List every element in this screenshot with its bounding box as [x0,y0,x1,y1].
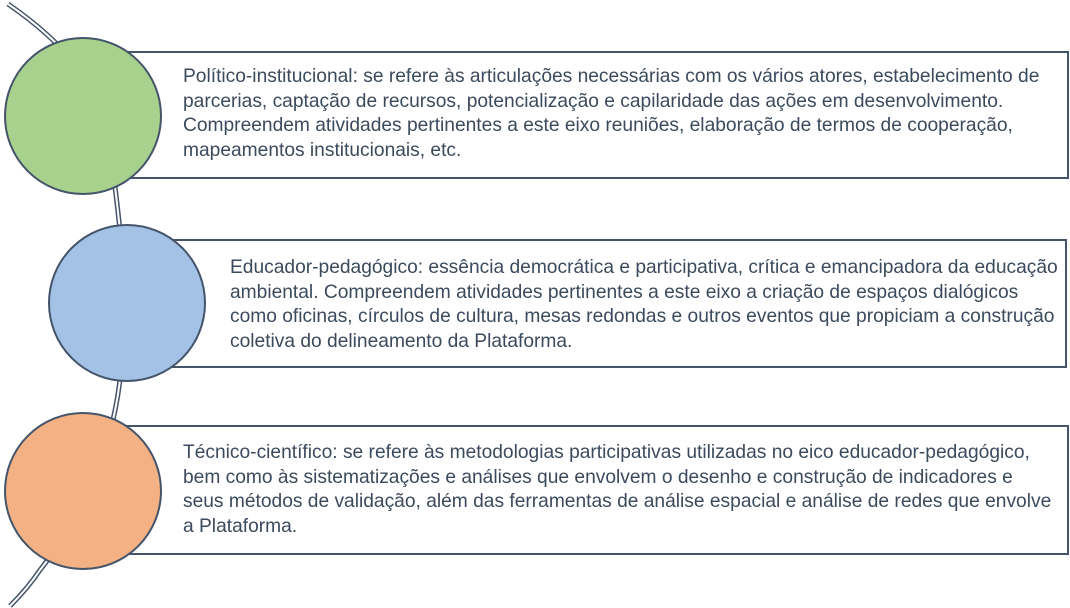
orange-circle-node [4,412,162,570]
axis-description-tecnico-cientifico: Técnico-científico: se refere às metodologias participativas utilizadas no eico educador-pedagógico, bem como às sistematizações e análises que envolvem o desenho e construção de indicadores e seus métodos de validação, além das ferramentas de análise espacial e análise de redes que envolve a Plataforma. [183,442,1052,537]
axis-description-politico-institucional: Político-institucional: se refere às articulações necessárias com os vários atores, estabelecimento de parcerias, captação de recursos, potencialização e capilaridade das ações em desenvolvimento. Compreendem atividades pertinentes a este eixo reuniões, elaboração de termos de cooperação, mapeamentos institucionais, etc. [183,66,1040,161]
blue-circle-node [48,224,206,382]
green-circle-node [4,37,162,195]
axis-description-educador-pedagogico: Educador-pedagógico: essência democrática e participativa, crítica e emancipadora da educação ambiental. Compreendem atividades pertinentes a este eixo a criação de espaços dialógicos como oficinas, círculos de cultura, mesas redondas e outros eventos que propiciam a construção coletiva do delineamento da Plataforma. [230,257,1058,352]
